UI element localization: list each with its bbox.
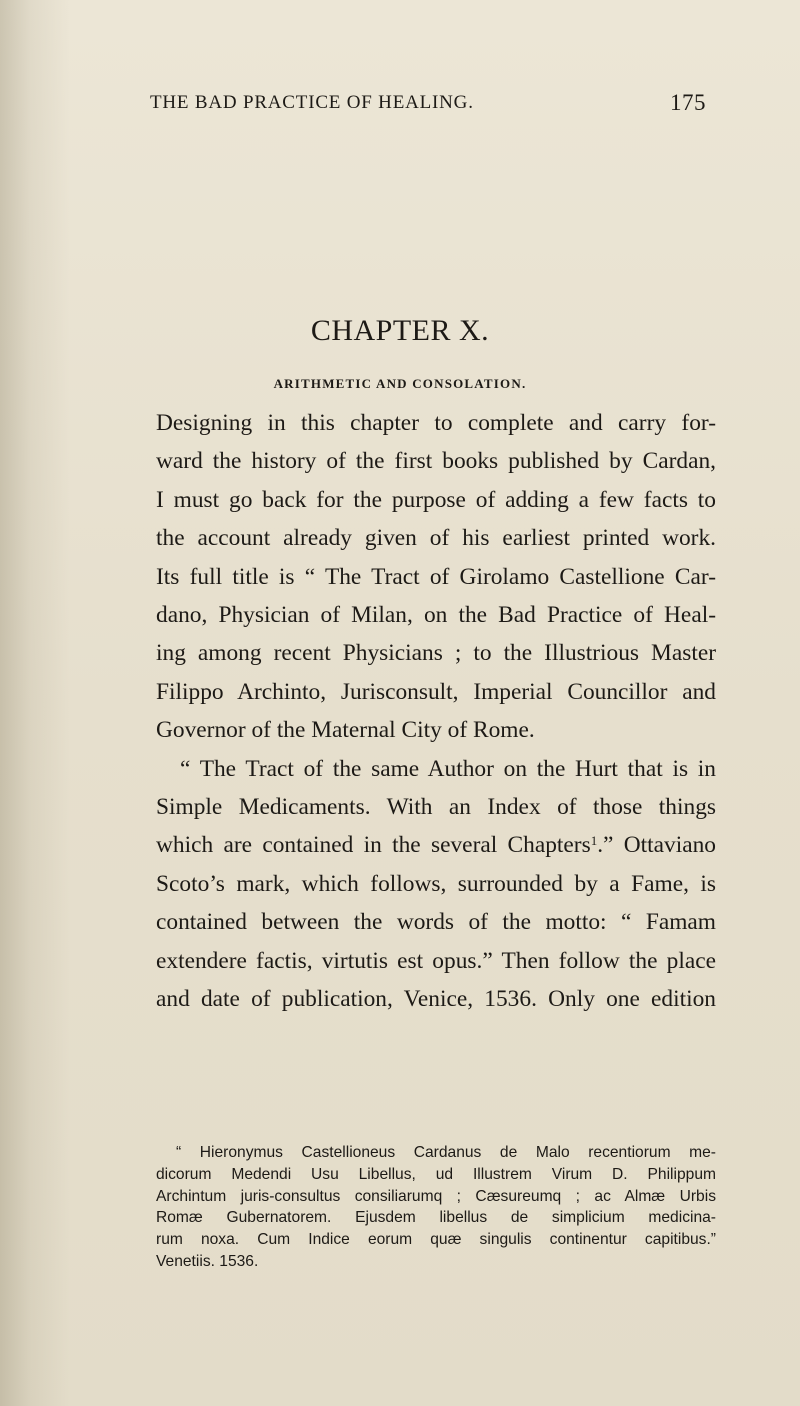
chapter-title: CHAPTER X. (310, 314, 490, 347)
body-line: “ The Tract of the same Author on the Hurt that is in (180, 755, 716, 782)
body-line: dano, Physician of Milan, on the Bad Practice of Heal- (156, 602, 716, 629)
body-line: Simple Medicaments. With an Index of those things (156, 794, 716, 821)
body-line: and date of publication, Venice, 1536. Only one edition (156, 986, 716, 1013)
page-number: 175 (670, 90, 706, 115)
footnote-line: “ Hieronymus Castellioneus Cardanus de Malo recentiorum me- (176, 1144, 716, 1161)
body-line: ing among recent Physicians ; to the Illustrious Master (156, 640, 716, 667)
body-line: Its full title is “ The Tract of Girolamo Castellione Car- (156, 563, 716, 590)
footnote-marker: 1 (590, 833, 598, 849)
body-line-part: .” Ottaviano (597, 832, 716, 859)
body-line: Filippo Archinto, Jurisconsult, Imperial Councillor and (156, 678, 716, 705)
footnote-line: rum noxa. Cum Indice eorum quæ singulis continentur capitibus.” (156, 1231, 716, 1249)
body-line-part: which are contained in the several Chapters (156, 832, 591, 859)
footnote-line: Archintum juris-consultus consiliarumq ; Cæsureumq ; ac Almæ Urbis (156, 1187, 716, 1205)
body-line-with-footnote (156, 826, 716, 864)
body-line: Scoto’s mark, which follows, surrounded by a Fame, is (156, 870, 716, 897)
body-paragraphs (156, 404, 716, 1019)
chapter-subtitle: ARITHMETIC AND CONSOLATION. (273, 376, 527, 391)
footnote-line: Romæ Gubernatorem. Ejusdem libellus de simplicium medicina- (156, 1209, 716, 1227)
body-line: Designing in this chapter to complete and carry for- (156, 410, 716, 436)
body-line: ward the history of the first books published by Cardan, (156, 448, 716, 475)
footnote (156, 1142, 716, 1273)
body-line: Governor of the Maternal City of Rome. (156, 717, 535, 744)
body-line: I must go back for the purpose of adding a few facts to (156, 486, 716, 513)
running-title: THE BAD PRACTICE OF HEALING. (150, 92, 474, 113)
body-line: extendere factis, virtutis est opus.” Then follow the place (156, 947, 716, 974)
footnote-line: dicorum Medendi Usu Libellus, ud Illustrem Virum D. Philippum (156, 1165, 716, 1183)
footnote-line: Venetiis. 1536. (156, 1252, 259, 1270)
body-line: the account already given of his earliest printed work. (156, 525, 716, 552)
body-line: contained between the words of the motto: “ Famam (156, 909, 716, 936)
